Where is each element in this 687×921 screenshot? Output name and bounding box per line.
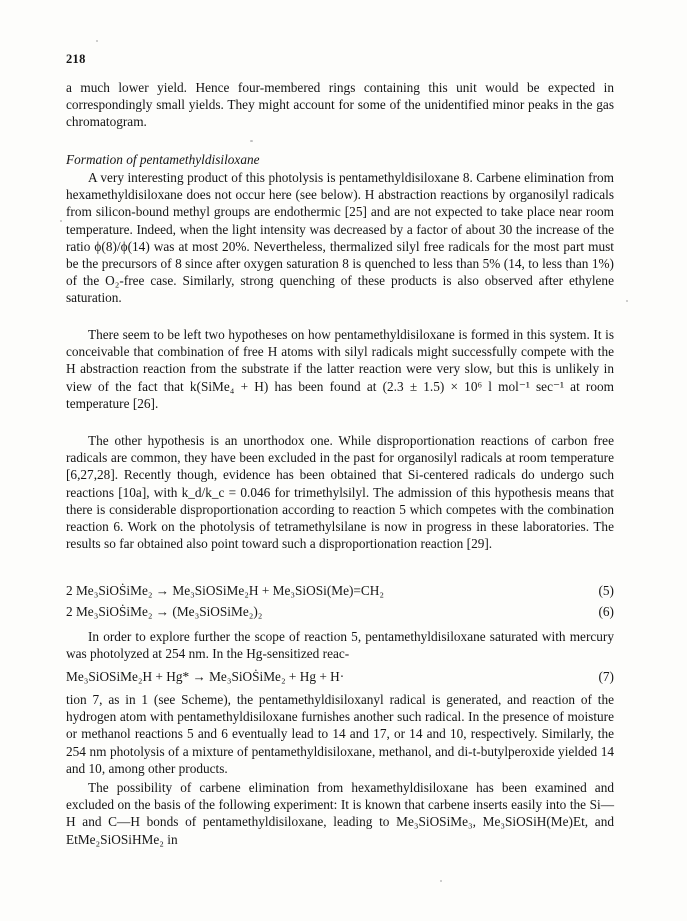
scan-speck bbox=[60, 220, 62, 222]
paragraph-carbene-elimination: The possibility of carbene elimination from hexamethyldisiloxane has been examined and excluded on the basis of the following experiment: It is known that carbene inserts easily into the Si—H and C—H bonds of pentamethyldisiloxane, leading to Me₃SiOSiMe₃, Me₃SiOSiH(Me)Et, and EtMe₂SiOSiHMe₂ in bbox=[66, 780, 614, 847]
equation-6 bbox=[66, 603, 614, 620]
equation-5 bbox=[66, 582, 614, 599]
paragraph-pentamethyl-product: A very interesting product of this photolysis is pentamethyldisiloxane 8. Carbene elimination from hexamethyldisiloxane does not occur here (see below). H abstraction reactions by organosilyl radicals from silicon-bound methyl groups are endothermic [25] and are not expected to take place near room temperature. Indeed, when the light intensity was decreased by a factor of about 30 the increase of the ratio ϕ(8)/ϕ(14) was at most 20%. Nevertheless, thermalized silyl free radicals for the most part must be the precursors of 8 since after oxygen saturation 8 is quenched to less than 5% (14, to less than 1%) of the O₂-free case. Similarly, strong quenching of these products is also observed after ethylene saturation. bbox=[66, 170, 614, 306]
equation-7 bbox=[66, 668, 614, 685]
page-number: 218 bbox=[66, 52, 86, 66]
scan-speck bbox=[440, 880, 442, 882]
paragraph-hypotheses: There seem to be left two hypotheses on how pentamethyldisiloxane is formed in this system. It is conceivable that combination of free H atoms with silyl radicals might successfully compete with the H abstraction reaction from the substrate if the latter reaction were very slow, but this is unlikely in view of the fact that k(SiMe₄ + H) has been found at (2.3 ± 1.5) × 10⁶ l mol⁻¹ sec⁻¹ at room temperature [26]. bbox=[66, 327, 614, 411]
equation-6-expression: 2 Me₃SiOṠiMe₂ → (Me₃SiOSiMe₂)₂ bbox=[66, 604, 263, 619]
section-heading: Formation of pentamethyldisiloxane bbox=[66, 152, 260, 167]
scan-speck bbox=[250, 140, 253, 142]
equation-5-number: (5) bbox=[598, 583, 614, 598]
equation-6-number: (6) bbox=[598, 604, 614, 619]
paragraph-disproportionation: The other hypothesis is an unorthodox one. While disproportionation reactions of carbon free radicals are common, they have been excluded in the past for organosilyl radicals at room temperature [6,27,28]. Recently though, evidence has been obtained that Si-centered radicals do undergo such reactions [10a], with k_d/k_c = 0.046 for trimethylsilyl. The admission of this hypothesis means that there is considerable disproportionation according to reaction 5 which competes with the combination reaction 6. Work on the photolysis of tetramethylsilane is now in progress in these laboratories. The results so far obtained also point toward such a disproportionation reaction [29]. bbox=[66, 433, 614, 552]
scan-speck bbox=[626, 300, 628, 302]
equation-7-number: (7) bbox=[598, 669, 614, 684]
scan-speck bbox=[96, 40, 98, 42]
equation-5-expression: 2 Me₃SiOṠiMe₂ → Me₃SiOSiMe₂H + Me₃SiOSi(Me)=CH₂ bbox=[66, 583, 385, 598]
paragraph-radical-generation: tion 7, as in 1 (see Scheme), the pentamethyldisiloxanyl radical is generated, and reaction of the hydrogen atom with pentamethyldisiloxane furnishes another such radical. In the presence of moisture or methanol reactions 5 and 6 eventually lead to 14 and 17, or 14 and 10, respectively. Similarly, the 254 nm photolysis of a mixture of pentamethyldisiloxane, methanol, and di-t-butylperoxide yielded 14 and 10, among other products. bbox=[66, 692, 614, 776]
paragraph-intro: a much lower yield. Hence four-membered rings containing this unit would be expected in correspondingly small yields. They might account for some of the unidentified minor peaks in the gas chromatogram. bbox=[66, 80, 614, 130]
equation-7-expression: Me₃SiOSiMe₂H + Hg* → Me₃SiOṠiMe₂ + Hg + H· bbox=[66, 669, 345, 684]
paragraph-mercury-photolysis: In order to explore further the scope of reaction 5, pentamethyldisiloxane saturated with mercury was photolyzed at 254 nm. In the Hg-sensitized reac- bbox=[66, 629, 614, 662]
